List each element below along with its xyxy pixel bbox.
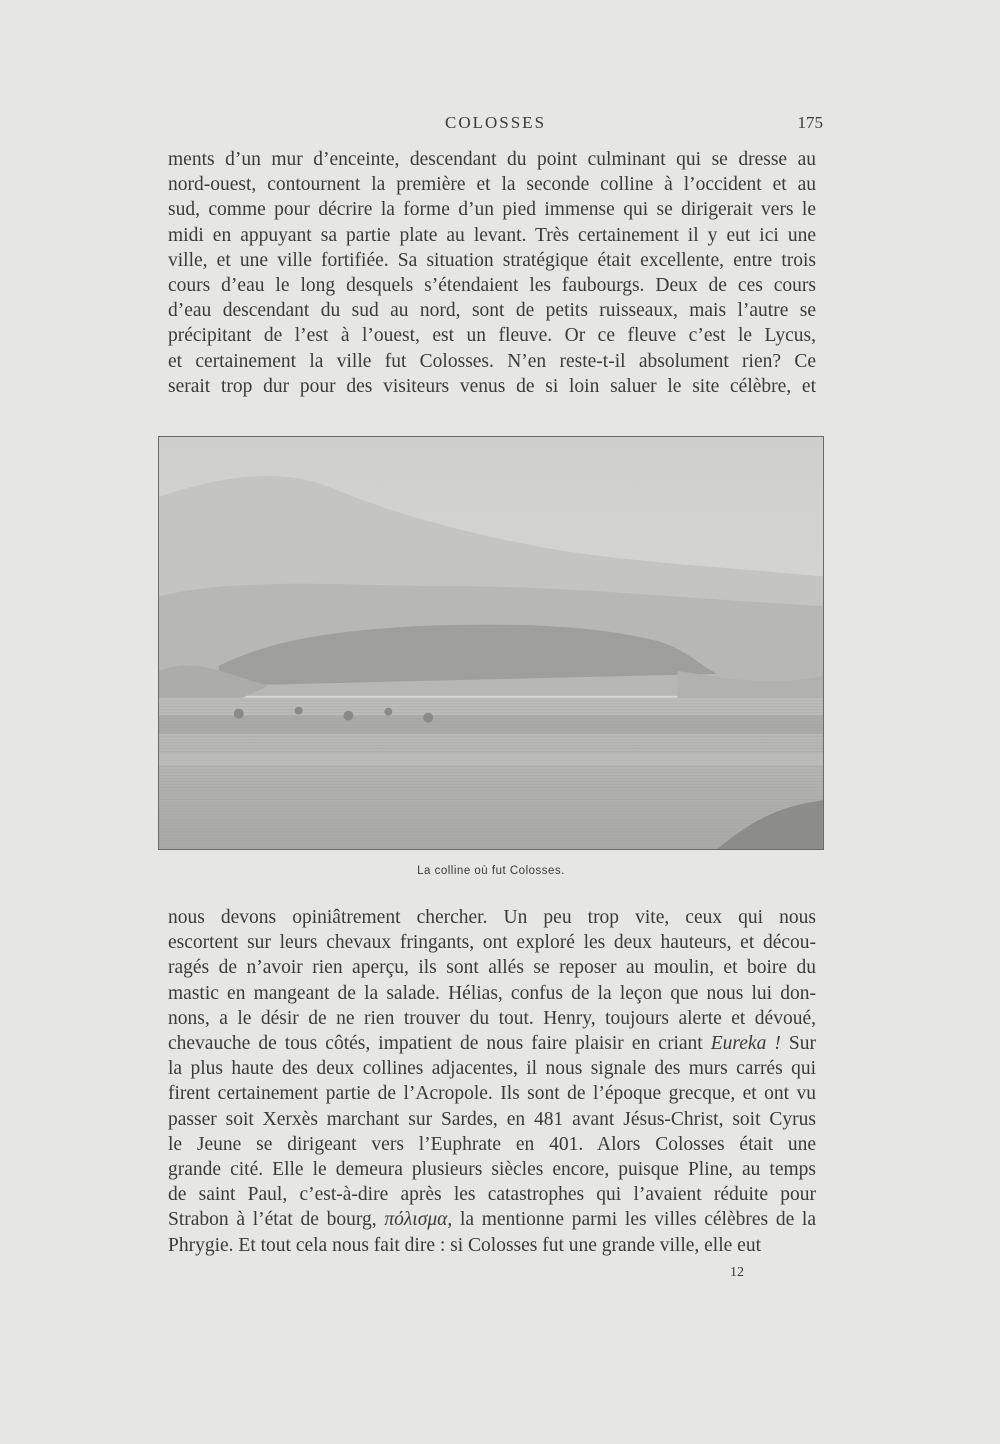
text-line: passer soit Xerxès marchant sur Sardes, en 481 avant Jésus-Christ, soit Cyrus [168,1108,816,1130]
text-line: mastic en mangeant de la salade. Hélias, confus de la leçon que nous lui don- [168,982,816,1004]
text-line: Phrygie. Et tout cela nous fait dire : si Colosses fut une grande ville, elle eut [168,1234,761,1256]
text-line: ments d’un mur d’enceinte, descendant du point culminant qui se dresse au [168,149,816,170]
text-line [168,1031,816,1056]
text-run: Strabon à l’état de bourg, [168,1209,385,1231]
text-line: de saint Paul, c’est-à-dire après les catastrophes qui l’avaient réduite pour [168,1184,816,1206]
running-head-title: COLOSSES [445,113,547,132]
text-line: sud, comme pour décrire la forme d’un pied immense qui se dirigerait vers le [168,199,816,221]
text-line: firent certainement partie de l’Acropole. Ils sont de l’époque grecque, et ont vu [168,1083,816,1105]
paragraph-bottom [168,905,816,1258]
text-line: le Jeune se dirigeant vers l’Euphrate en 401. Alors Colosses était une [168,1133,816,1155]
text-line: ragés de n’avoir rien aperçu, ils sont allés se reposer au moulin, et boire du [168,957,816,979]
text-line: serait trop dur pour des visiteurs venus de si loin saluer le site célèbre, et [168,375,816,397]
text-run: chevauche de tous côtés, impatient de nous faire plaisir en criant [168,1033,711,1055]
text-line: ville, et une ville fortifiée. Sa situation stratégique était excellente, entre trois [168,249,816,271]
text-run: la mentionne parmi les villes célèbres de la [452,1209,816,1231]
hill-engraving [159,437,823,849]
text-line: nous devons opiniâtrement chercher. Un peu trop vite, ceux qui nous [168,907,816,928]
italic-word: Eureka ! [710,1033,781,1055]
text-line: midi en appuyant sa partie plate au levant. Très certainement il y eut ici une [168,224,816,246]
text-line: d’eau descendant du sud au nord, sont de petits ruisseaux, mais l’autre se [168,300,816,322]
text-line: escortent sur leurs chevaux fringants, ont exploré les deux hauteurs, et décou- [168,932,816,954]
text-line: nord-ouest, contournent la première et la seconde colline à l’occident et au [168,174,816,196]
greek-word: πόλισμα, [384,1209,453,1231]
signature-mark: 12 [730,1265,744,1280]
landscape-illustration [158,436,824,850]
text-line: la plus haute des deux collines adjacentes, il nous signale des murs carrés qui [168,1058,816,1080]
text-line: et certainement la ville fut Colosses. N’en reste-t-il absolument rien? Ce [168,350,816,372]
text-run: Sur [780,1033,816,1055]
text-line [168,1207,816,1232]
text-line: cours d’eau le long desquels s’étendaient les faubourgs. Deux de ces cours [168,275,816,297]
paragraph-top [168,147,816,399]
text-line: précipitant de l’est à l’ouest, est un fleuve. Or ce fleuve c’est le Lycus, [168,325,816,347]
text-line: grande cité. Elle le demeura plusieurs siècles encore, puisque Pline, au temps [168,1159,816,1181]
figure-caption: La colline où fut Colosses. [417,865,565,877]
text-line: nons, a le désir de ne rien trouver du tout. Henry, toujours alerte et dévoué, [168,1007,816,1029]
page-number: 175 [797,113,823,132]
